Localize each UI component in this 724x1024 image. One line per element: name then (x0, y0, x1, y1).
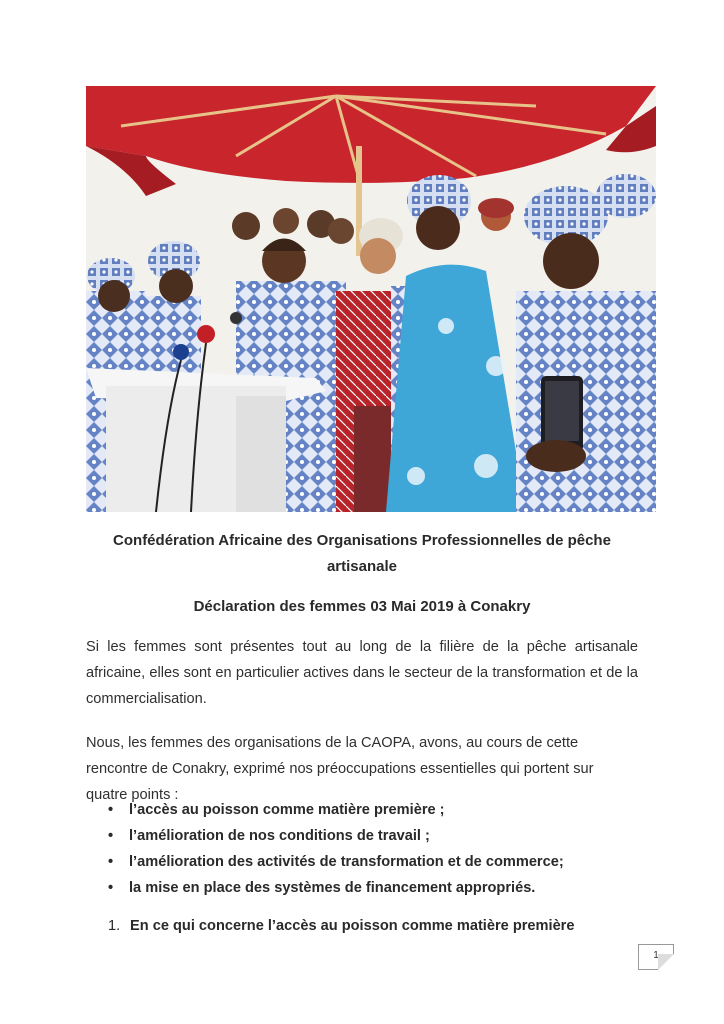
document-subtitle: Déclaration des femmes 03 Mai 2019 à Conakry (193, 598, 531, 615)
bullet-icon: • (108, 854, 114, 870)
bullet-icon: • (108, 802, 114, 818)
paragraph-concerns: Nous, les femmes des organisations de la CAOPA, avons, au cours de cette rencontre de Conakry, exprimé nos préoccupations essentielles qui portent sur quatre points : (86, 735, 594, 803)
paragraph-intro: Si les femmes sont présentes tout au long de la filière de la pêche artisanale africaine, elles sont en particulier actives dans le secteur de la transformation et de la commercialisation. (86, 639, 638, 707)
group-photo-image (86, 86, 656, 512)
section-title: En ce qui concerne l’accès au poisson comme matière première (130, 918, 575, 934)
section-number: 1. (108, 918, 121, 934)
bullet-icon: • (108, 880, 114, 896)
bullet-icon: • (108, 828, 114, 844)
document-title: Confédération Africaine des Organisations Professionnelles de pêche artisanale (113, 532, 611, 575)
page-number: 1 (653, 950, 659, 961)
section-heading (86, 914, 638, 938)
list-item: • la mise en place des systèmes de financement appropriés. (86, 875, 638, 901)
page-number-box (638, 944, 674, 970)
group-photo (86, 86, 656, 512)
list-item: • l’amélioration des activités de transformation et de commerce; (86, 849, 638, 875)
concerns-list (86, 797, 638, 901)
page-fold-icon (658, 954, 674, 970)
list-item: • l’amélioration de nos conditions de travail ; (86, 823, 638, 849)
list-item: • l’accès au poisson comme matière première ; (86, 797, 638, 823)
